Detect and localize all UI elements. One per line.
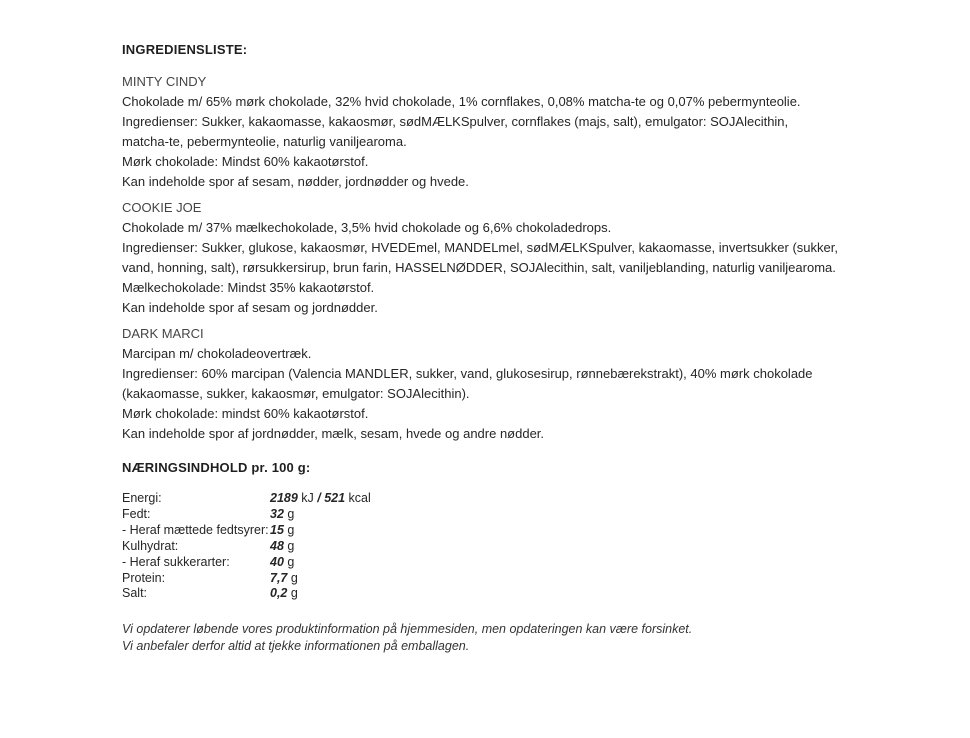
nutrition-label: Salt: [122,586,148,601]
nutrition-label: Energi: [122,491,162,505]
nutrition-row [122,571,940,587]
nutrition-unit: g [287,586,298,601]
product-name: DARK MARCI [122,326,204,341]
nutrition-value [270,555,940,571]
product-text-line: Kan indeholde spor af sesam og jordnødder. [122,300,378,315]
nutrition-amount: 40 [270,554,284,569]
nutrition-row [122,539,940,555]
nutrition-title: NÆRINGSINDHOLD pr. 100 g: [122,460,311,475]
nutrition-amount: 32 [270,506,284,521]
product-name: COOKIE JOE [122,200,202,215]
nutrition-amount: 0,2 [270,586,288,601]
nutrition-amount: 15 [270,522,284,537]
nutrition-unit: g [283,506,295,521]
nutrition-label: Protein: [122,570,166,585]
product-text-line: Kan indeholde spor af jordnødder, mælk, sesam, hvede og andre nødder. [122,426,545,441]
nutrition-amount: 48 [270,538,284,553]
product-text-line: Mørk chokolade: Mindst 60% kakaotørstof. [122,154,369,169]
nutrition-value [270,491,940,507]
nutrition-row [122,555,940,571]
product-text-line: Ingredienser: 60% marcipan (Valencia MANDLER, sukker, vand, glukosesirup, rønnebærekstrakt), 40% mørk chokolade [122,366,813,381]
nutrition-row [122,491,940,507]
nutrition-row [122,507,940,523]
nutrition-amount: 7,7 [270,570,288,585]
footer-disclaimer [122,621,940,655]
product-text-line: vand, honning, salt), rørsukkersirup, brun farin, HASSELNØDDER, SOJAlecithin, salt, vaniljeblanding, naturlig vaniljearoma. [122,260,836,275]
nutrition-table [122,491,940,602]
nutrition-value [270,586,940,602]
nutrition-amount: / 521 [317,491,346,505]
nutrition-amount: 2189 [270,491,298,505]
product-section [122,198,940,318]
nutrition-unit: kcal [345,491,371,505]
product-text-line: Mælkechokolade: Mindst 35% kakaotørstof. [122,280,375,295]
footer-text-line: Vi anbefaler derfor altid at tjekke informationen på emballagen. [122,639,470,654]
product-text-line: Ingredienser: Sukker, kakaomasse, kakaosmør, sødMÆLKSpulver, cornflakes (majs, salt), emulgator: SOJAlecithin, [122,114,789,129]
ingredients-list-title: INGREDIENSLISTE: [122,42,248,57]
product-text-line: Mørk chokolade: mindst 60% kakaotørstof. [122,406,369,421]
nutrition-value [270,539,940,555]
product-section [122,72,940,192]
footer-text-line: Vi opdaterer løbende vores produktinformation på hjemmesiden, men opdateringen kan være forsinket. [122,622,693,637]
nutrition-unit: g [283,538,295,553]
nutrition-unit: g [283,554,295,569]
product-text-line: Marcipan m/ chokoladeovertræk. [122,346,312,361]
nutrition-row [122,523,940,539]
nutrition-label: Fedt: [122,506,151,521]
product-text-line: matcha-te, pebermynteolie, naturlig vaniljearoma. [122,134,407,149]
nutrition-value [270,507,940,523]
nutrition-unit: kJ [297,491,318,505]
product-text-line: Chokolade m/ 65% mørk chokolade, 32% hvid chokolade, 1% cornflakes, 0,08% matcha-te og 0,07% pebermynteolie. [122,94,801,109]
nutrition-unit: g [283,522,295,537]
nutrition-value [270,571,940,587]
nutrition-value [270,523,940,539]
nutrition-row [122,586,940,602]
product-text-line: Ingredienser: Sukker, glukose, kakaosmør, HVEDEmel, MANDELmel, sødMÆLKSpulver, kakaomasse, invertsukker (sukker, [122,240,838,255]
nutrition-unit: g [287,570,298,585]
product-text-line: Chokolade m/ 37% mælkechokolade, 3,5% hvid chokolade og 6,6% chokoladedrops. [122,220,612,235]
products-container [122,72,940,444]
product-name: MINTY CINDY [122,74,207,89]
nutrition-label: - Heraf sukkerarter: [122,554,230,569]
nutrition-label: - Heraf mættede fedtsyrer: [122,522,269,537]
product-section [122,324,940,444]
nutrition-label: Kulhydrat: [122,538,179,553]
product-text-line: (kakaomasse, sukker, kakaosmør, emulgator: SOJAlecithin). [122,386,470,401]
product-text-line: Kan indeholde spor af sesam, nødder, jordnødder og hvede. [122,174,469,189]
